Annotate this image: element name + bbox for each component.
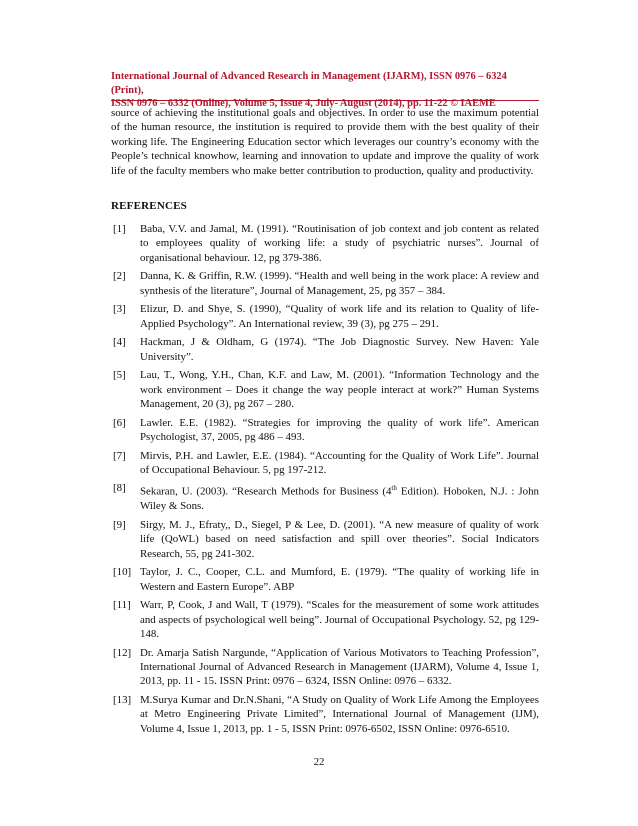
reference-text: M.Surya Kumar and Dr.N.Shani, “A Study on Quality of Work Life Among the Employees at Metro Engineering Private Limited”, International Journal of Management (IJM), Volume 4, Issue 1, 2013, pp. 1 - 5, ISSN Print: 0976-6502, ISSN Online: 0976-6510. bbox=[140, 693, 539, 735]
reference-text-before: Sekaran, U. (2003). “Research Methods for Business (4 bbox=[140, 486, 392, 499]
reference-number: [6] bbox=[113, 416, 126, 429]
journal-header bbox=[111, 70, 539, 111]
page-number: 22 bbox=[313, 756, 325, 768]
references-list bbox=[111, 222, 539, 740]
journal-header-line-1: International Journal of Advanced Research in Management (IJARM), ISSN 0976 – 6324 (Print), bbox=[111, 71, 507, 96]
reference-text: Taylor, J. C., Cooper, C.L. and Mumford, E. (1979). “The quality of working life in Western and Eastern Europe”. ABP bbox=[140, 566, 539, 593]
superscript-th: th bbox=[391, 484, 397, 493]
reference-text: Elizur, D. and Shye, S. (1990), “Quality of work life and its relation to Quality of life-Applied Psychology”. An International review, 39 (3), pg 275 – 291. bbox=[140, 303, 539, 330]
references-heading: REFERENCES bbox=[111, 200, 187, 212]
intro-paragraph: source of achieving the institutional goals and objectives. In order to use the maximum potential of the human resource, the institution is required to provide them with the best quality of their working life. The Engineering Education sector which leverages our country’s economy with the People’s technical knowhow, learning and innovation to update and improve the quality of work life of the faculty members who make better contribution to production, quality and productivity. bbox=[111, 107, 539, 177]
reference-number: [3] bbox=[113, 303, 126, 316]
reference-text: Hackman, J & Oldham, G (1974). “The Job Diagnostic Survey. New Haven: Yale University”. bbox=[140, 336, 539, 363]
reference-number: [1] bbox=[113, 223, 126, 235]
reference-number: [9] bbox=[113, 519, 126, 532]
reference-item bbox=[111, 646, 539, 689]
reference-text: Baba, V.V. and Jamal, M. (1991). “Routinisation of job context and job content as related to employees quality of working life: a study of psychiatric nurses”. Journal of organisational behaviour. 12, pg 379-386. bbox=[140, 223, 539, 264]
reference-item bbox=[111, 269, 539, 298]
reference-item bbox=[111, 449, 539, 478]
reference-text: Dr. Amarja Satish Nargunde, “Application of Various Motivators to Teaching Profession”, International Journal of Advanced Research in Management (IJARM), Volume 4, Issue 1, 2013, pp. 11 - 15. ISSN Print: 0976 – 6324, ISSN Online: 0976 – 6332. bbox=[140, 646, 539, 688]
reference-item bbox=[111, 222, 539, 265]
reference-number: [2] bbox=[113, 270, 126, 283]
reference-number: [7] bbox=[113, 449, 126, 462]
reference-item bbox=[111, 302, 539, 331]
reference-item bbox=[111, 693, 539, 736]
reference-item bbox=[111, 416, 539, 445]
reference-text: Mirvis, P.H. and Lawler, E.E. (1984). “Accounting for the Quality of Work Life”. Journal of Occupational Behaviour. 5, pg 197-212. bbox=[140, 449, 539, 476]
reference-number: [4] bbox=[113, 336, 126, 349]
reference-text: Sirgy, M. J., Efraty,, D., Siegel, P & Lee, D. (2001). “A new measure of quality of work life (QoWL) based on need satisfaction and spill over theories”. Social Indicators Research, 55, pg 241-302. bbox=[140, 519, 539, 560]
reference-text bbox=[138, 481, 539, 513]
header-divider bbox=[111, 100, 539, 101]
reference-text: Lawler. E.E. (1982). “Strategies for improving the quality of work life”. American Psychologist, 37, 2005, pg 486 – 493. bbox=[140, 416, 539, 443]
reference-number: [13] bbox=[113, 693, 132, 706]
reference-item bbox=[111, 565, 539, 594]
journal-header-line-2: ISSN 0976 – 6332 (Online), Volume 5, Issue 4, July- August (2014), pp. 11-22 © IAEME bbox=[111, 98, 496, 109]
reference-number: [12] bbox=[113, 646, 132, 659]
reference-text: Lau, T., Wong, Y.H., Chan, K.F. and Law, M. (2001). “Information Technology and the work environment – Does it change the way people interact at work?” Human Systems Management, 20 (3), pg 267 – 280. bbox=[140, 369, 539, 410]
reference-text-after: Edition). Hoboken, N.J. : John Wiley & Sons. bbox=[140, 486, 539, 513]
reference-number: [8] bbox=[113, 482, 126, 495]
reference-number: [10] bbox=[113, 566, 132, 579]
reference-text: Danna, K. & Griffin, R.W. (1999). “Health and well being in the work place: A review and synthesis of the literature”, Journal of Management, 25, pg 357 – 384. bbox=[140, 270, 539, 297]
reference-item bbox=[111, 518, 539, 561]
reference-item bbox=[111, 335, 539, 364]
reference-text: Warr, P, Cook, J and Wall, T (1979). “Scales for the measurement of some work attitudes and aspects of psychological well being”. Journal of Occupational Psychology. 52, pg 129-148. bbox=[140, 599, 539, 640]
reference-number: [11] bbox=[113, 599, 131, 612]
reference-item bbox=[111, 368, 539, 411]
reference-number: [5] bbox=[113, 369, 126, 382]
reference-item bbox=[111, 481, 539, 513]
reference-item bbox=[111, 598, 539, 641]
